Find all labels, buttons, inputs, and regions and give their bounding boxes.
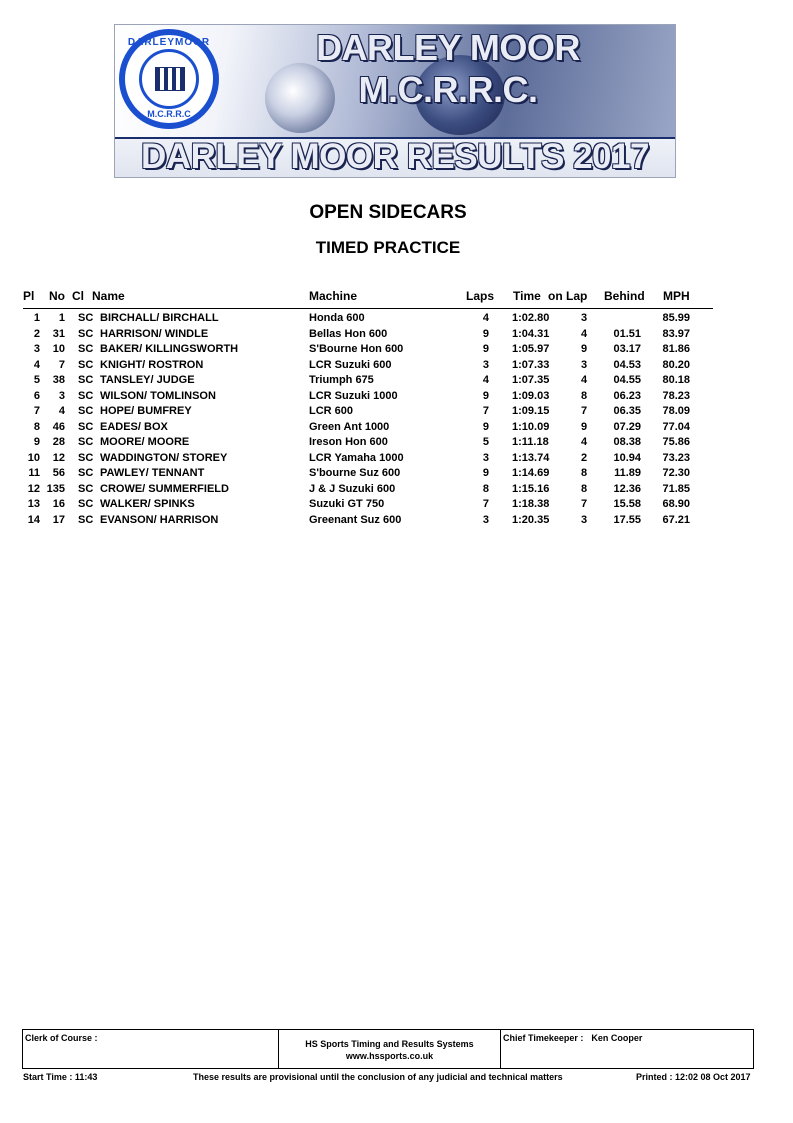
header-divider	[23, 308, 713, 309]
cell-onlap: 7	[580, 498, 588, 510]
cell-name: MOORE/ MOORE	[100, 436, 190, 448]
club-logo	[119, 29, 219, 129]
cell-machine: LCR 600	[309, 405, 354, 417]
cell-time: 1:20.35	[512, 513, 550, 526]
cell-machine: Green Ant 1000	[309, 420, 390, 433]
cell-behind: 17.55	[613, 513, 641, 526]
cell-cl: SC	[78, 374, 94, 386]
cell-cl: SC	[78, 451, 94, 464]
cell-name: KNIGHT/ ROSTRON	[100, 358, 204, 371]
col-no: No	[49, 289, 65, 303]
flags-icon	[155, 67, 185, 91]
cell-no: 16	[52, 498, 65, 510]
cell-behind: 08.38	[613, 436, 641, 448]
cell-cl: SC	[78, 436, 94, 448]
cell-pl: 10	[27, 451, 40, 464]
cell-cl: SC	[78, 405, 94, 417]
cell-pl: 11	[28, 467, 40, 479]
cell-time: 1:13.74	[512, 451, 550, 464]
cell-behind: 03.17	[613, 343, 641, 355]
cell-time: 1:09.15	[512, 405, 550, 417]
cell-name: WADDINGTON/ STOREY	[100, 451, 228, 464]
logo-bottom-text: M.C.R.R.C	[147, 109, 191, 119]
clerk-label: Clerk of Course :	[25, 1033, 98, 1043]
cell-laps: 5	[482, 436, 489, 448]
timing-system-url: www.hssports.co.uk	[345, 1051, 434, 1061]
header-banner	[114, 24, 676, 178]
cell-behind: 04.53	[613, 358, 641, 371]
cell-mph: 81.86	[662, 343, 690, 355]
cell-behind: 11.89	[614, 467, 641, 479]
cell-no: 31	[52, 327, 65, 340]
cell-time: 1:07.35	[512, 374, 550, 386]
cell-mph: 80.18	[662, 374, 690, 386]
cell-pl: 13	[27, 498, 40, 510]
cell-no: 135	[46, 482, 65, 495]
cell-mph: 78.23	[662, 389, 690, 402]
cell-pl: 8	[33, 420, 40, 433]
cell-mph: 71.85	[662, 482, 690, 495]
cell-time: 1:04.31	[512, 327, 550, 340]
clerk-of-course-cell	[23, 1030, 279, 1068]
cell-no: 17	[52, 513, 65, 526]
cell-onlap: 4	[580, 436, 588, 448]
cell-time: 1:02.80	[512, 312, 550, 324]
printed-timestamp: Printed : 12:02 08 Oct 2017	[636, 1072, 751, 1082]
cell-mph: 67.21	[662, 513, 690, 526]
cell-cl: SC	[78, 343, 94, 355]
cell-laps: 3	[482, 358, 489, 371]
cell-no: 28	[52, 436, 65, 448]
cell-name: HOPE/ BUMFREY	[100, 405, 192, 417]
chief-timekeeper-cell	[501, 1030, 753, 1068]
cell-behind: 10.94	[613, 451, 641, 464]
cell-laps: 4	[482, 374, 489, 386]
col-laps: Laps	[466, 289, 495, 303]
cell-onlap: 9	[580, 420, 588, 433]
cell-mph: 85.99	[662, 312, 690, 324]
cell-laps: 9	[482, 467, 489, 479]
cell-time: 1:05.97	[512, 343, 550, 355]
timing-system-cell	[279, 1030, 501, 1068]
cell-time: 1:10.09	[512, 420, 550, 433]
start-time: Start Time : 11:43	[23, 1072, 98, 1082]
timekeeper-name: Ken Cooper	[591, 1033, 643, 1043]
cell-behind: 15.58	[613, 498, 641, 510]
cell-no: 1	[58, 312, 65, 324]
cell-onlap: 3	[580, 312, 588, 324]
cell-cl: SC	[78, 498, 94, 510]
col-onlap: on Lap	[548, 289, 588, 303]
cell-name: WILSON/ TOMLINSON	[100, 389, 216, 402]
cell-name: CROWE/ SUMMERFIELD	[100, 482, 229, 495]
cell-time: 1:09.03	[512, 389, 550, 402]
logo-top-text: DARLEYMOOR	[127, 37, 211, 48]
cell-pl: 6	[33, 389, 40, 402]
cell-behind: 12.36	[613, 482, 641, 495]
cell-laps: 7	[482, 405, 489, 417]
cell-machine: Bellas Hon 600	[309, 327, 388, 340]
cell-machine: LCR Yamaha 1000	[309, 451, 404, 464]
col-behind: Behind	[604, 289, 645, 303]
cell-name: PAWLEY/ TENNANT	[100, 467, 205, 479]
cell-pl: 2	[33, 327, 40, 340]
col-cl: Cl	[72, 289, 84, 303]
cell-pl: 5	[33, 374, 40, 386]
cell-machine: S'Bourne Hon 600	[309, 343, 404, 355]
cell-cl: SC	[78, 513, 94, 526]
cell-no: 3	[58, 389, 65, 402]
cell-laps: 9	[482, 343, 489, 355]
col-name: Name	[92, 289, 125, 303]
cell-pl: 14	[27, 513, 40, 526]
cell-mph: 83.97	[662, 327, 690, 340]
col-mph: MPH	[663, 289, 690, 303]
cell-name: EADES/ BOX	[100, 420, 168, 433]
cell-machine: J & J Suzuki 600	[309, 482, 396, 495]
cell-behind: 04.55	[613, 374, 641, 386]
cell-cl: SC	[78, 420, 94, 433]
cell-laps: 3	[482, 451, 489, 464]
cell-time: 1:14.69	[512, 467, 550, 479]
cell-pl: 1	[33, 312, 40, 324]
cell-mph: 68.90	[662, 498, 690, 510]
cell-pl: 12	[27, 482, 40, 495]
cell-time: 1:15.16	[512, 482, 550, 495]
banner-subtitle: DARLEY MOOR RESULTS 2017	[141, 137, 649, 176]
cell-onlap: 8	[580, 389, 588, 402]
cell-no: 56	[52, 467, 65, 479]
cell-laps: 9	[482, 420, 489, 433]
cell-pl: 7	[33, 405, 40, 417]
col-machine: Machine	[309, 289, 358, 303]
cell-mph: 80.20	[662, 358, 690, 371]
cell-machine: Greenant Suz 600	[309, 513, 402, 526]
cell-time: 1:11.18	[512, 436, 549, 448]
cell-machine: Suzuki GT 750	[309, 498, 385, 510]
cell-no: 7	[58, 358, 65, 371]
col-pl: Pl	[23, 289, 35, 303]
col-time: Time	[513, 289, 541, 303]
cell-cl: SC	[78, 358, 94, 371]
event-title: OPEN SIDECARS	[309, 202, 467, 223]
cell-name: BAKER/ KILLINGSWORTH	[100, 343, 239, 355]
cell-laps: 9	[482, 389, 489, 402]
cell-cl: SC	[78, 327, 94, 340]
cell-cl: SC	[78, 389, 94, 402]
cell-name: EVANSON/ HARRISON	[100, 513, 219, 526]
cell-no: 12	[52, 451, 65, 464]
cell-machine: LCR Suzuki 1000	[309, 389, 398, 402]
cell-pl: 3	[33, 343, 40, 355]
timekeeper-label: Chief Timekeeper :	[503, 1033, 584, 1043]
banner-title: DARLEY MOOR M.C.R.R.C.	[316, 27, 580, 110]
cell-behind: 06.35	[613, 405, 641, 417]
cell-name: BIRCHALL/ BIRCHALL	[100, 312, 219, 324]
footer-signature-box	[22, 1029, 754, 1069]
cell-pl: 4	[33, 358, 40, 371]
cell-time: 1:07.33	[512, 358, 550, 371]
cell-no: 4	[58, 405, 65, 417]
cell-machine: Ireson Hon 600	[309, 436, 388, 448]
cell-behind: 06.23	[613, 389, 641, 402]
cell-machine: Triumph 675	[309, 374, 374, 386]
cell-name: WALKER/ SPINKS	[100, 498, 195, 510]
session-title: TIMED PRACTICE	[315, 238, 461, 257]
cell-mph: 77.04	[662, 420, 690, 433]
cell-onlap: 8	[580, 467, 588, 479]
cell-laps: 7	[482, 498, 489, 510]
cell-onlap: 8	[580, 482, 588, 495]
provisional-disclaimer: These results are provisional until the conclusion of any judicial and technical matters	[193, 1072, 563, 1082]
cell-laps: 4	[482, 312, 489, 324]
cell-mph: 73.23	[662, 451, 690, 464]
timing-system-name: HS Sports Timing and Results Systems	[305, 1039, 474, 1049]
cell-mph: 72.30	[662, 467, 690, 479]
cell-no: 38	[52, 374, 65, 386]
cell-behind: 01.51	[613, 327, 641, 340]
cell-machine: S'bourne Suz 600	[309, 467, 401, 479]
cell-onlap: 4	[580, 327, 588, 340]
cell-machine: Honda 600	[309, 312, 365, 324]
cell-mph: 75.86	[662, 436, 690, 448]
cell-no: 10	[52, 343, 65, 355]
cell-pl: 9	[33, 436, 40, 448]
cell-cl: SC	[78, 312, 94, 324]
cell-behind: 07.29	[613, 420, 641, 433]
cell-onlap: 2	[580, 451, 588, 464]
cell-cl: SC	[78, 482, 94, 495]
cell-mph: 78.09	[662, 405, 690, 417]
cell-laps: 9	[482, 327, 489, 340]
cell-onlap: 4	[580, 374, 588, 386]
cell-onlap: 3	[580, 513, 588, 526]
cell-onlap: 7	[580, 405, 588, 417]
cell-name: TANSLEY/ JUDGE	[100, 374, 195, 386]
cell-time: 1:18.38	[512, 498, 550, 510]
cell-onlap: 9	[580, 343, 588, 355]
cell-onlap: 3	[580, 358, 588, 371]
cell-cl: SC	[78, 467, 94, 479]
cell-laps: 3	[482, 513, 489, 526]
cell-machine: LCR Suzuki 600	[309, 358, 392, 371]
cell-no: 46	[52, 420, 65, 433]
cell-laps: 8	[482, 482, 489, 495]
cell-name: HARRISON/ WINDLE	[100, 327, 209, 340]
